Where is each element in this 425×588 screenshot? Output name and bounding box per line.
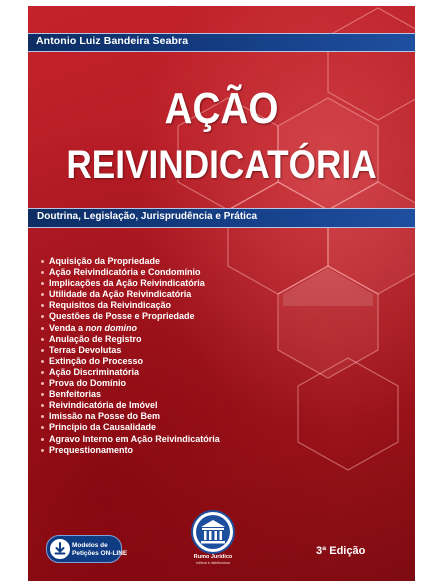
subtitle-bar — [28, 208, 415, 228]
subtitle: Doutrina, Legislação, Jurisprudência e Prática — [37, 211, 258, 222]
bullet-icon — [41, 282, 44, 285]
bullet-icon — [41, 304, 44, 307]
publisher-name: Rumo Jurídico — [193, 554, 233, 560]
topic-italic-text: non domino — [85, 322, 138, 333]
topic-item — [41, 411, 220, 422]
publisher-logo — [178, 509, 248, 569]
bullet-icon — [41, 371, 44, 374]
author-bar — [28, 33, 415, 52]
topic-item — [41, 278, 220, 289]
download-icon — [49, 538, 71, 560]
topic-text: Anulação de Registro — [49, 333, 142, 344]
topic-item — [41, 334, 220, 345]
topic-item — [41, 356, 220, 367]
bullet-icon — [41, 438, 44, 441]
topic-item — [41, 256, 220, 267]
topic-item — [41, 345, 220, 356]
topic-text: Venda a — [49, 322, 86, 333]
bullet-icon — [41, 404, 44, 407]
badge-line-2: Petições ON-LINE — [72, 550, 128, 557]
topic-item — [41, 434, 220, 445]
topic-item — [41, 367, 220, 378]
bullet-icon — [41, 349, 44, 352]
bullet-icon — [41, 360, 44, 363]
bullet-icon — [41, 315, 44, 318]
topic-list — [41, 256, 220, 456]
courthouse-logo-icon — [178, 509, 248, 555]
edition-label: 3ª Edição — [316, 545, 366, 557]
topic-text: Requisitos da Reivindicação — [49, 300, 172, 311]
topic-text: Extinção do Processo — [49, 355, 144, 366]
title-line-1: AÇÃO — [164, 84, 279, 133]
topic-item — [41, 400, 220, 411]
topic-text: Terras Devolutas — [49, 344, 122, 355]
topic-text: Princípio da Causalidade — [49, 422, 157, 433]
book-cover — [28, 6, 415, 581]
bullet-icon — [41, 260, 44, 263]
badge-line-1: Modelos de — [72, 542, 108, 549]
topic-text: Reivindicatória de Imóvel — [49, 400, 158, 411]
bullet-icon — [41, 271, 44, 274]
topic-text: Agravo Interno em Ação Reivindicatória — [49, 433, 220, 444]
topic-text: Implicações da Ação Reivindicatória — [49, 278, 205, 289]
topic-item — [41, 267, 220, 278]
topic-text: Ação Discriminatória — [49, 366, 140, 377]
topic-text: Prova do Domínio — [49, 378, 127, 389]
topic-text: Imissão na Posse do Bem — [49, 411, 161, 422]
bullet-icon — [41, 338, 44, 341]
bullet-icon — [41, 327, 44, 330]
topic-item — [41, 378, 220, 389]
topic-text: Utilidade da Ação Reivindicatória — [49, 289, 192, 300]
topic-text: Questões de Posse e Propriedade — [49, 311, 195, 322]
topic-text: Ação Reivindicatória e Condomínio — [49, 267, 201, 278]
bullet-icon — [41, 382, 44, 385]
topic-item — [41, 311, 220, 322]
topic-text: Aquisição da Propriedade — [49, 256, 161, 266]
topic-item — [41, 300, 220, 311]
bullet-icon — [41, 393, 44, 396]
online-templates-badge[interactable] — [46, 535, 128, 563]
bullet-icon — [41, 426, 44, 429]
publisher-tagline: editora e distribuidora — [196, 561, 230, 565]
topic-item — [41, 445, 220, 456]
title-line-2: REIVINDICATÓRIA — [66, 143, 377, 187]
topic-item — [41, 422, 220, 433]
bullet-icon — [41, 293, 44, 296]
author-name: Antonio Luiz Bandeira Seabra — [36, 35, 189, 47]
topic-item — [41, 289, 220, 300]
bullet-icon — [41, 449, 44, 452]
topic-text: Benfeitorias — [49, 389, 102, 400]
topic-item — [41, 323, 220, 334]
topic-text: Prequestionamento — [49, 444, 134, 455]
topic-item — [41, 389, 220, 400]
bullet-icon — [41, 415, 44, 418]
